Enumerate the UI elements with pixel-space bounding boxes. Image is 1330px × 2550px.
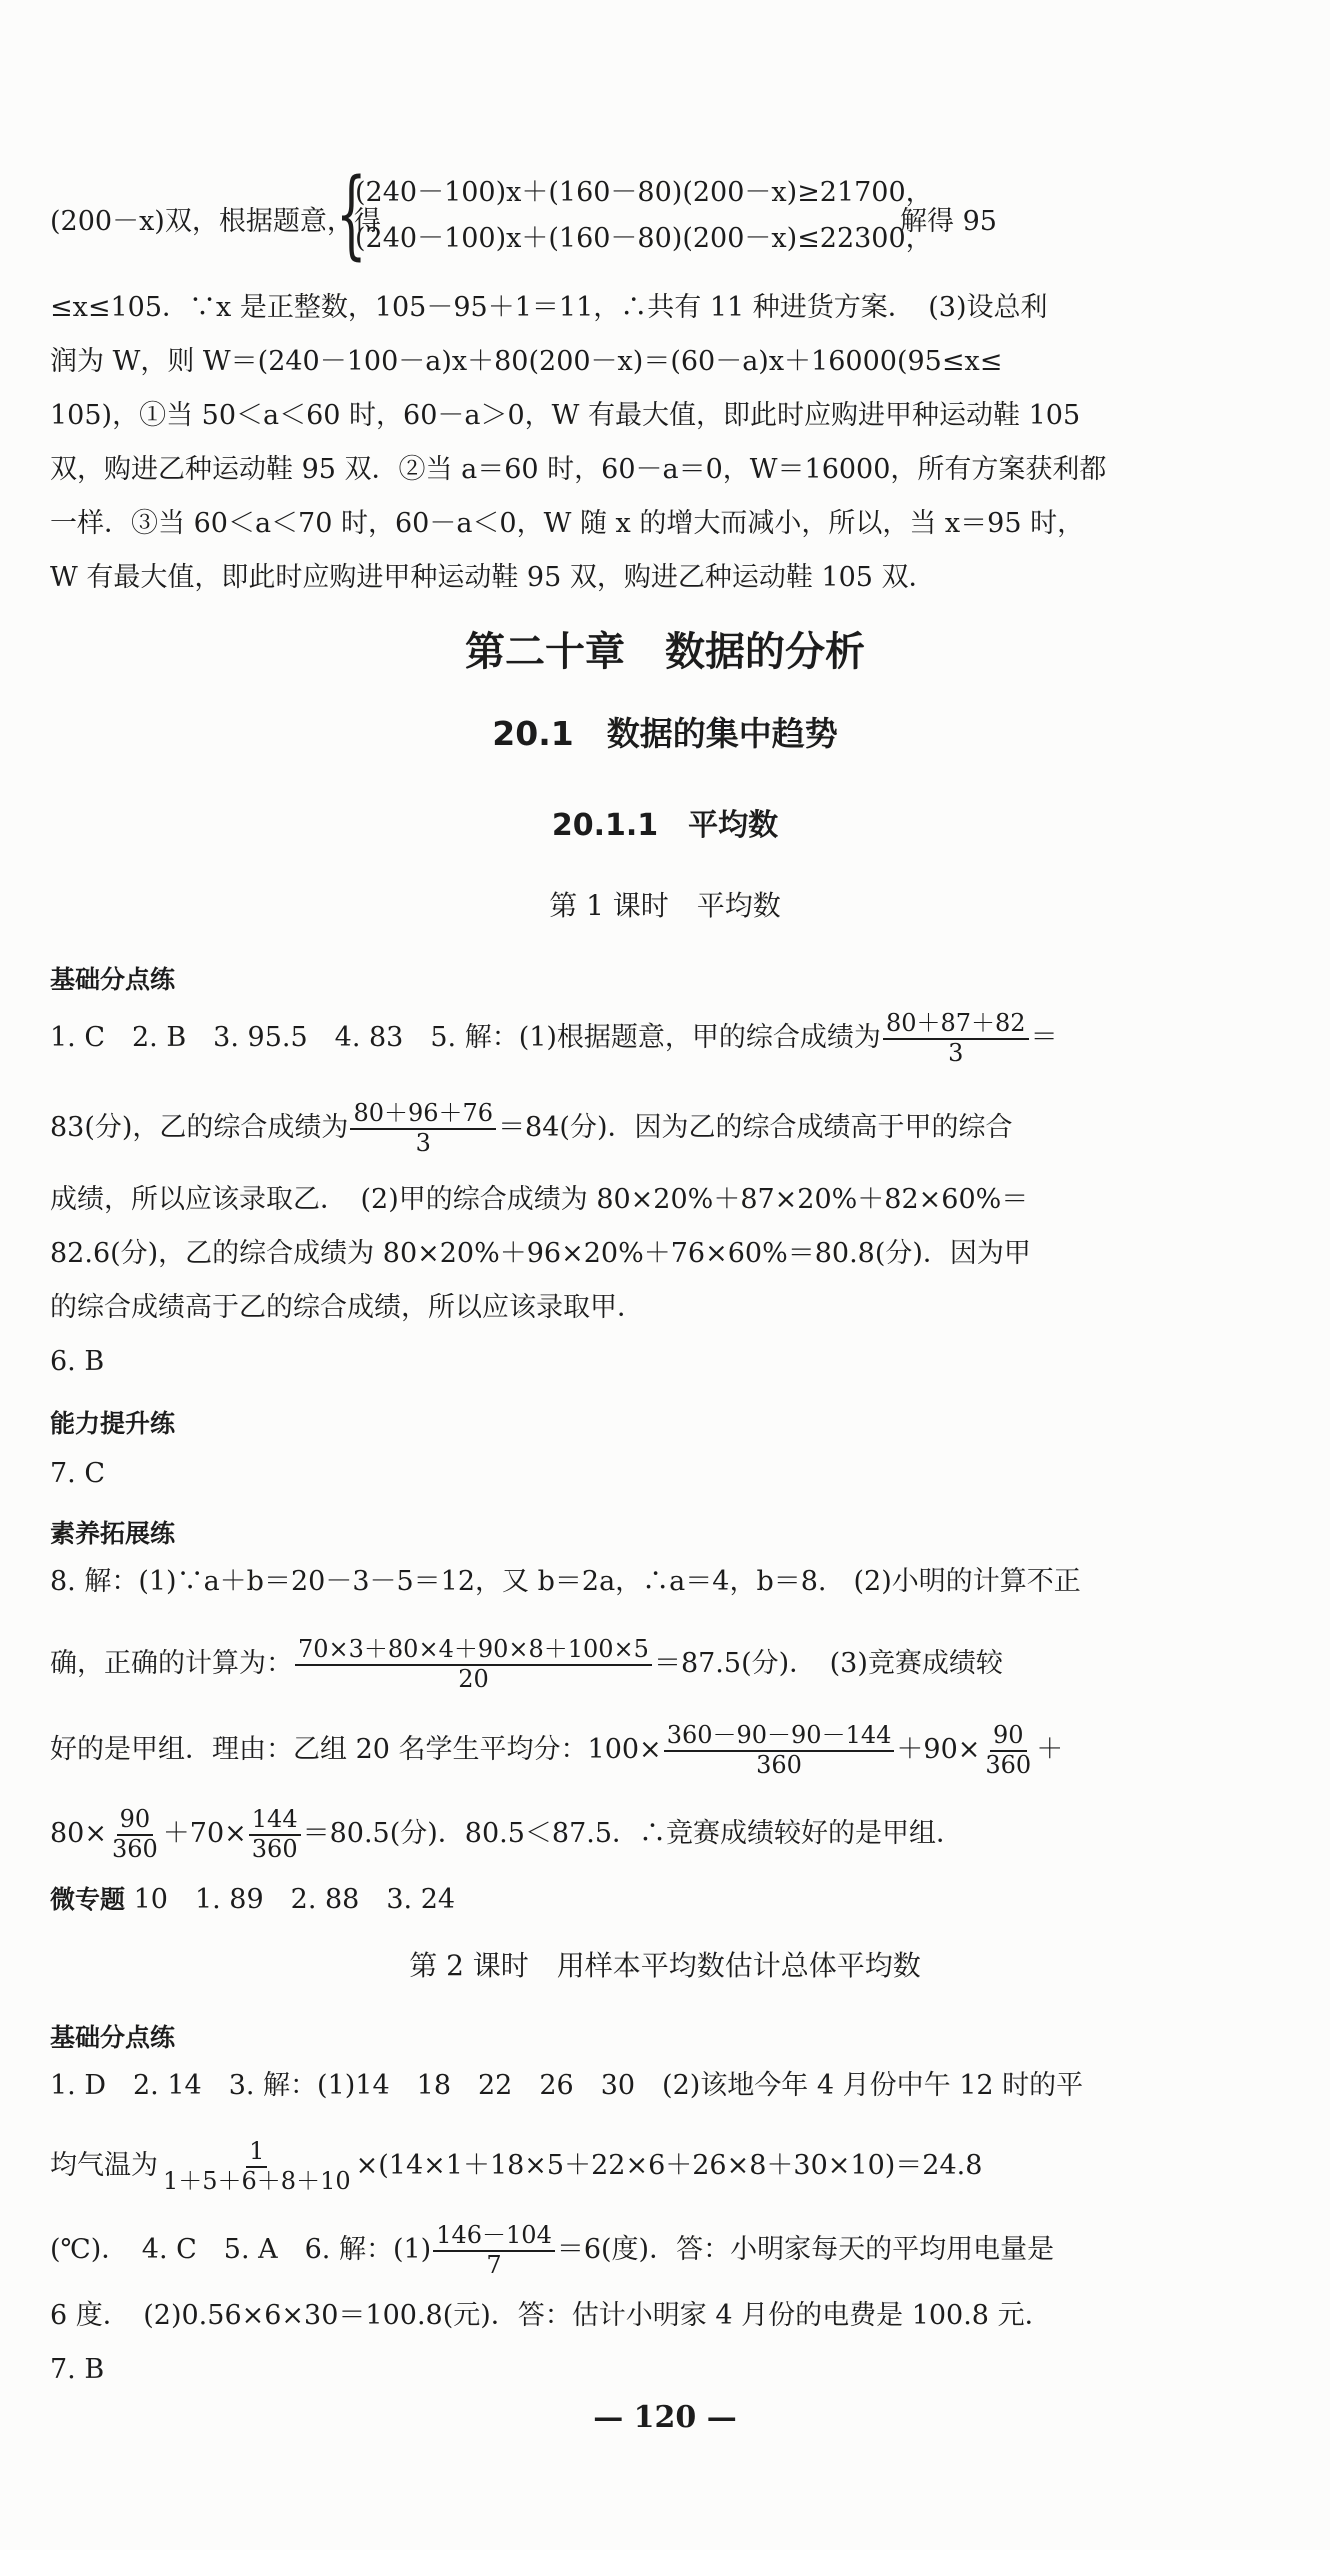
fraction-denominator: 20 bbox=[458, 1664, 489, 1693]
fraction-numerator: 80＋87＋82 bbox=[883, 1010, 1029, 1040]
lesson2-line-1: 1. D 2. 14 3. 解：(1)14 18 22 26 30 (2)该地今年 4 月份中午 12 时的平 bbox=[50, 2070, 1084, 2101]
ability-practice-heading: 能力提升练 bbox=[50, 1409, 176, 1438]
fraction bbox=[664, 1722, 895, 1779]
intro-line-3: 润为 W，则 W＝(240－100－a)x＋80(200－x)＝(60－a)x＋16000(95≤x≤ bbox=[50, 346, 1003, 377]
fraction-denominator: 360 bbox=[985, 1750, 1032, 1779]
page-number: — 120 — bbox=[593, 2400, 737, 2435]
answer-1-text: 1. C 2. B 3. 95.5 4. 83 5. 解：(1)根据题意，甲的综合成绩为 bbox=[50, 1022, 881, 1054]
intro-line-1-prefix: (200－x)双，根据题意，得 bbox=[50, 206, 381, 237]
answer-8c-text: 好的是甲组．理由：乙组 20 名学生平均分：100× bbox=[50, 1734, 662, 1766]
fraction-numerator: 146－104 bbox=[433, 2222, 555, 2252]
answer-line-8a: 8. 解：(1)∵a＋b＝20－3－5＝12，又 b＝2a，∴a＝4，b＝8. (2)小明的计算不正 bbox=[50, 1566, 1081, 1597]
fraction-numerator: 90 bbox=[117, 1806, 154, 1836]
fraction-numerator: 360－90－90－144 bbox=[664, 1722, 895, 1752]
lesson2-line-4: 6 度． (2)0.56×6×30＝100.8(元)．答：估计小明家 4 月份的电费是 100.8 元． bbox=[50, 2300, 1052, 2331]
intro-line-4: 105)，①当 50＜a＜60 时，60－a＞0，W 有最大值，即此时应购进甲种运动鞋 105 bbox=[50, 400, 1081, 431]
fraction-denominator: 3 bbox=[415, 1128, 431, 1157]
lesson2-line-3 bbox=[50, 2222, 1054, 2279]
answer-1-end: ＝ bbox=[1030, 1022, 1058, 1054]
fraction-numerator: 90 bbox=[990, 1722, 1027, 1752]
intro-line-6: 一样．③当 60＜a＜70 时，60－a＜0，W 随 x 的增大而减小，所以，当 x＝95 时， bbox=[50, 508, 1085, 539]
section-title: 20.1 数据的集中趋势 bbox=[492, 714, 838, 753]
literacy-practice-heading: 素养拓展练 bbox=[50, 1519, 176, 1548]
answer-8d-text: 80× bbox=[50, 1818, 107, 1850]
answer-8d-mid: ＋70× bbox=[162, 1818, 247, 1850]
answer-line-8d bbox=[50, 1806, 963, 1863]
basic-practice-heading: 基础分点练 bbox=[50, 965, 176, 994]
subsection-title: 20.1.1 平均数 bbox=[551, 808, 779, 843]
answer-2-end: ＝84(分)．因为乙的综合成绩高于甲的综合 bbox=[498, 1112, 1013, 1144]
lesson2-line-3-end: ＝6(度)．答：小明家每天的平均用电量是 bbox=[556, 2234, 1055, 2266]
fraction-numerator: 144 bbox=[249, 1806, 301, 1836]
fraction-denominator: 360 bbox=[756, 1750, 802, 1779]
fraction bbox=[883, 1010, 1029, 1067]
micro-topic-answers: 10 1. 89 2. 88 3. 24 bbox=[125, 1884, 456, 1915]
answer-2-text: 83(分)，乙的综合成绩为 bbox=[50, 1112, 349, 1144]
answer-line-3: 成绩，所以应该录取乙． (2)甲的综合成绩为 80×20%＋87×20%＋82×60%＝ bbox=[50, 1184, 1029, 1215]
lesson-2-title: 第 2 课时 用样本平均数估计总体平均数 bbox=[409, 1949, 921, 1982]
answer-line-4: 82.6(分)，乙的综合成绩为 80×20%＋96×20%＋76×60%＝80.8(分)．因为甲 bbox=[50, 1238, 1031, 1269]
answer-line-2 bbox=[50, 1100, 1013, 1157]
lesson2-line-5: 7. B bbox=[50, 2354, 105, 2385]
lesson2-line-3-text: (℃)． 4. C 5. A 6. 解：(1) bbox=[50, 2234, 432, 2266]
lesson-1-title: 第 1 课时 平均数 bbox=[549, 889, 781, 922]
fraction-denominator: 3 bbox=[948, 1038, 964, 1067]
lesson2-line-2 bbox=[50, 2138, 982, 2195]
answer-line-5: 的综合成绩高于乙的综合成绩，所以应该录取甲． bbox=[50, 1292, 644, 1323]
fraction bbox=[350, 1100, 496, 1157]
answer-8b-end: ＝87.5(分)． (3)竞赛成绩较 bbox=[653, 1648, 1003, 1680]
fraction-numerator: 80＋96＋76 bbox=[350, 1100, 496, 1130]
intro-line-2: ≤x≤105．∵x 是正整数，105－95＋1＝11，∴共有 11 种进货方案． (3)设总利 bbox=[50, 292, 1048, 323]
intro-line-7: W 有最大值，即此时应购进甲种运动鞋 95 双，购进乙种运动鞋 105 双． bbox=[50, 562, 936, 593]
inequality-system bbox=[355, 170, 933, 262]
inequality-2: (240－100)x＋(160－80)(200－x)≤22300， bbox=[355, 222, 933, 254]
fraction bbox=[295, 1636, 652, 1693]
micro-topic-label: 微专题 bbox=[50, 1885, 126, 1914]
answer-8d-end: ＝80.5(分)．80.5＜87.5．∴竞赛成绩较好的是甲组． bbox=[302, 1818, 964, 1850]
system-brace: { bbox=[336, 158, 367, 270]
answer-8c-mid: ＋90× bbox=[896, 1734, 981, 1766]
fraction-denominator: 360 bbox=[251, 1834, 298, 1863]
answer-line-7: 7. C bbox=[50, 1458, 106, 1489]
lesson2-line-2-end: ×(14×1＋18×5＋22×6＋26×8＋30×10)＝24.8 bbox=[355, 2150, 983, 2182]
fraction bbox=[982, 1722, 1034, 1779]
fraction-numerator: 70×3＋80×4＋90×8＋100×5 bbox=[295, 1636, 652, 1666]
inequality-1: (240－100)x＋(160－80)(200－x)≥21700， bbox=[355, 177, 933, 208]
fraction bbox=[249, 1806, 301, 1863]
answer-line-8c bbox=[50, 1722, 1063, 1779]
answer-line-6: 6. B bbox=[50, 1346, 105, 1377]
answer-8c-end: ＋ bbox=[1036, 1734, 1064, 1766]
fraction-numerator: 1 bbox=[246, 2138, 267, 2168]
basic-practice-heading-2: 基础分点练 bbox=[50, 2023, 176, 2052]
micro-topic-line bbox=[50, 1884, 455, 1916]
fraction-denominator: 1＋5＋6＋8＋10 bbox=[163, 2166, 351, 2195]
chapter-title: 第二十章 数据的分析 bbox=[465, 629, 865, 675]
fraction bbox=[433, 2222, 555, 2279]
fraction bbox=[109, 1806, 161, 1863]
intro-line-1-suffix: 解得 95 bbox=[900, 206, 997, 237]
answer-8b-text: 确，正确的计算为： bbox=[50, 1648, 293, 1680]
fraction bbox=[160, 2138, 354, 2195]
fraction-denominator: 7 bbox=[486, 2250, 502, 2279]
answer-line-1 bbox=[50, 1010, 1058, 1067]
fraction-denominator: 360 bbox=[111, 1834, 158, 1863]
intro-line-5: 双，购进乙种运动鞋 95 双．②当 a＝60 时，60－a＝0，W＝16000，所有方案获利都 bbox=[50, 454, 1107, 485]
lesson2-line-2-text: 均气温为 bbox=[50, 2150, 158, 2182]
answer-line-8b bbox=[50, 1636, 1003, 1693]
